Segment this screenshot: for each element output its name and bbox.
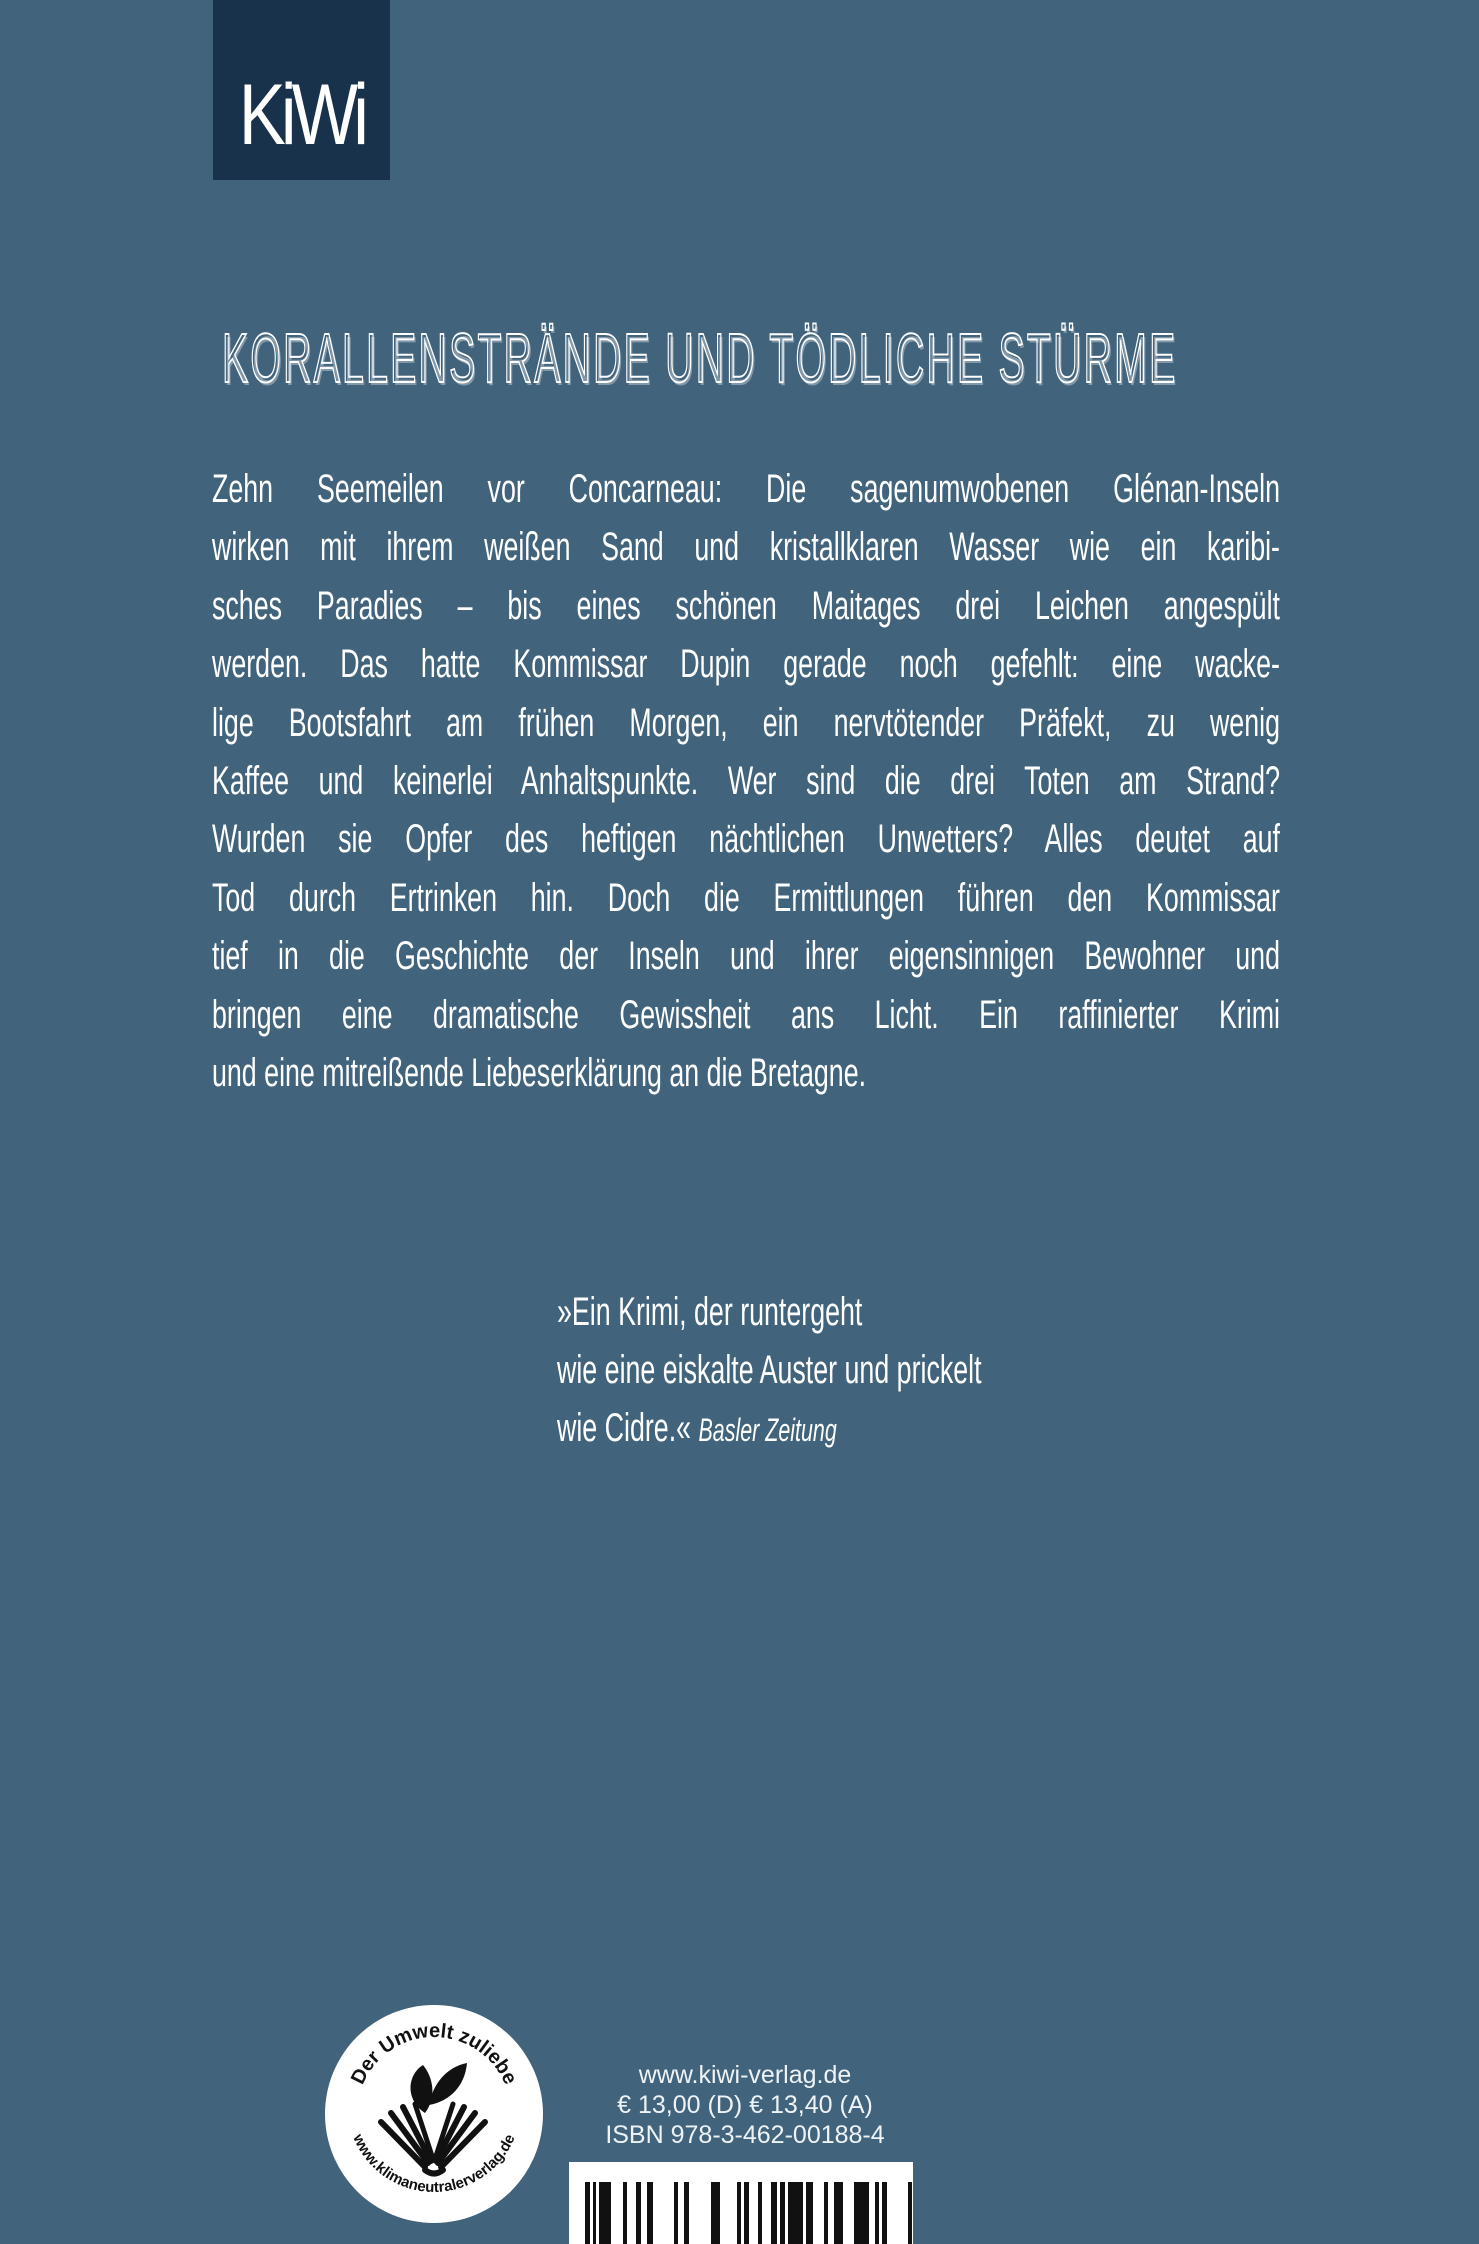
quote-line: »Ein Krimi, der runtergeht [557,1290,863,1334]
blurb-line: Kaffee und keinerlei Anhaltspunkte. Wer sind die drei Toten am Strand? [212,759,1280,804]
publisher-info [600,2060,890,2150]
blurb-line: bringen eine dramatische Gewissheit ans Licht. Ein raffinierter Krimi [212,992,1280,1037]
barcode-gap [887,2182,908,2244]
barcode-bar [711,2182,720,2244]
barcode-gap [843,2182,854,2244]
isbn: ISBN 978-3-462-00188-4 [605,2121,885,2149]
barcode-gap [762,2182,771,2244]
barcode [569,2162,913,2244]
svg-text:www.klimaneutralerverlag.de: www.klimaneutralerverlag.de [349,2131,519,2197]
quote-line-last [557,1399,982,1459]
barcode-bar [834,2182,843,2244]
barcode-gap [689,2182,712,2244]
eco-seal [325,2005,543,2223]
barcode-gap [912,2182,913,2244]
blurb-line: lige Bootsfahrt am frühen Morgen, ein nervtötender Präfekt, zu wenig [212,700,1280,745]
barcode-gap [720,2182,737,2244]
quote-line: wie eine eiskalte Auster und prickelt [557,1348,982,1392]
blurb-line: Wurden sie Opfer des heftigen nächtlichen Unwetters? Alles deutet auf [212,817,1280,862]
barcode-gap [627,2182,636,2244]
quote-source: Basler Zeitung [698,1412,837,1448]
publisher-logo-text: KiWi [238,67,365,163]
leaf-book-icon [325,2005,543,2223]
barcode-bars [585,2182,897,2244]
publisher-website[interactable]: www.kiwi-verlag.de [638,2061,852,2089]
blurb-line: Tod durch Ertrinken hin. Doch die Ermittlungen führen den Kommissar [212,875,1280,920]
svg-text:Der Umwelt zuliebe: Der Umwelt zuliebe [346,2019,522,2088]
barcode-gap [653,2182,674,2244]
blurb-text [212,460,1280,1102]
press-quote [557,1283,1191,1459]
barcode-bar [806,2182,814,2244]
cover-headline: KORALLENSTRÄNDE UND TÖDLICHE STÜRME [222,319,1178,397]
price: € 13,00 (D) € 13,40 (A) [617,2091,873,2119]
barcode-bar [854,2182,869,2244]
blurb-line: und eine mitreißende Liebeserklärung an die Bretagne. [212,1051,867,1096]
publisher-logo [213,0,390,180]
quote-text: wie Cidre.« [557,1406,692,1450]
blurb-line: Zehn Seemeilen vor Concarneau: Die sagenumwobenen Glénan-Inseln [212,467,1280,511]
blurb-line: sches Paradies – bis eines schönen Maitages drei Leichen angespült [212,583,1280,628]
blurb-line: werden. Das hatte Kommissar Dupin gerade noch gefehlt: eine wacke- [212,642,1280,687]
barcode-gap [611,2182,623,2244]
barcode-bar [788,2182,803,2244]
blurb-line: tief in die Geschichte der Inseln und ihrer eigensinnigen Bewohner und [212,934,1280,979]
barcode-gap [749,2182,758,2244]
barcode-gap [813,2182,824,2244]
barcode-bar [599,2182,611,2244]
blurb-line: wirken mit ihrem weißen Sand und kristallklaren Wasser wie ein karibi- [212,525,1280,570]
